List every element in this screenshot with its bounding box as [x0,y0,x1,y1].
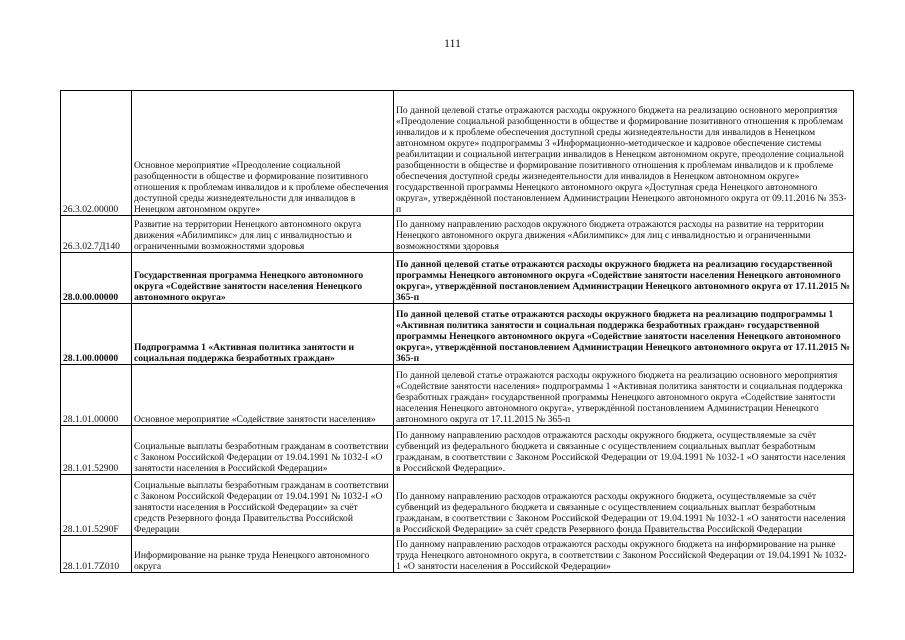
table-row [61,216,854,253]
row-name: Основное мероприятие «Содействие занятости населения» [132,365,394,426]
row-code: 28.0.00.00000 [61,253,132,304]
row-code: 28.1.00.00000 [61,304,132,365]
row-name: Подпрограмма 1 «Активная политика занятости и социальная поддержка безработных граждан» [132,304,394,365]
row-name: Социальные выплаты безработным гражданам в соответствии с Законом Российской Федерации от 19.04.1991 № 1032-I «О занятости населения в Российской Федерации» [132,426,394,475]
row-code: 28.1.01.52900 [61,426,132,475]
row-name: Информирование на рынке труда Ненецкого автономного округа [132,536,394,573]
row-description: По данному направлению расходов окружного бюджета отражаются расходы на развитие на территории Ненецкого автономного округа движения «Абилимпикс» для лиц с инвалидностью и ограниченными возможностями здоровья [394,216,854,253]
table-row [61,91,854,216]
table-row [61,426,854,475]
row-code: 26.3.02.00000 [61,91,132,216]
row-description: По данному направлению расходов отражаются расходы окружного бюджета на информирование на рынке труда Ненецкого автономного округа, в соответствии с Законом Российской Федерации от 19.04.1991 № 1032-1 «О занятости населения в Российской Федерации» [394,536,854,573]
page-number: 111 [443,36,462,50]
table-row [61,304,854,365]
row-code: 28.1.01.5290F [61,475,132,536]
row-name: Государственная программа Ненецкого автономного округа «Содействие занятости населения Ненецкого автономного округа» [132,253,394,304]
table-row [61,536,854,573]
row-description: По данной целевой статье отражаются расходы окружного бюджета на реализацию основного мероприятия «Преодоление социальной разобщенности в обществе и формирование позитивного отношения к проблемам инвалидов и к проблеме обеспечения доступной среды жизнедеятельности для инвалидов в Ненецком автономном округе» подпрограммы 3 «Информационно-методическое и кадровое обеспечение системы реабилитации и социальной интеграции инвалидов в Ненецком автономном округе, преодоление социальной разобщенности в обществе и формирование позитивного отношения к проблемам инвалидов и к проблеме обеспечения доступной среды жизнедеятельности для инвалидов в Ненецком автономном округе» государственной программы Ненецкого автономного округа «Доступная среда Ненецкого автономного округа», утверждённой постановлением Администрации Ненецкого автономного округа от 09.11.2016 № 353-п [394,91,854,216]
row-code: 26.3.02.7Д140 [61,216,132,253]
table-row [61,475,854,536]
row-name: Основное мероприятие «Преодоление социальной разобщенности в обществе и формирование позитивного отношения к проблемам инвалидов и к проблеме обеспечения доступной среды жизнедеятельности для инвалидов в Ненецком автономном округе» [132,91,394,216]
row-name: Развитие на территории Ненецкого автономного округа движения «Абилимпикс» для лиц с инвалидностью и ограниченными возможностями здоровья [132,216,394,253]
row-name: Социальные выплаты безработным гражданам в соответствии с Законом Российской Федерации от 19.04.1991 № 1032-I «О занятости населения в Российской Федерации» за счёт средств Резервного фонда Правительства Российской Федерации [132,475,394,536]
row-code: 28.1.01.00000 [61,365,132,426]
row-description: По данной целевой статье отражаются расходы окружного бюджета на реализацию основного мероприятия «Содействие занятости населения» подпрограммы 1 «Активная политика занятости и социальная поддержка безработных граждан» государственной программы Ненецкого автономного округа «Содействие занятости населения Ненецкого автономного округа», утверждённой постановлением Администрации Ненецкого автономного округа от 17.11.2015 № 365-п [394,365,854,426]
table-row [61,253,854,304]
row-description: По данному направлению расходов отражаются расходы окружного бюджета, осуществляемые за счёт субвенций из федерального бюджета и связанные с осуществлением социальных выплат безработным гражданам, в соответствии с Законом Российской Федерации от 19.04.1991 № 1032-1 «О занятости населения в Российской Федерации». [394,426,854,475]
row-description: По данной целевой статье отражаются расходы окружного бюджета на реализацию государственной программы Ненецкого автономного округа «Содействие занятости населения Ненецкого автономного округа», утверждённой постановлением Администрации Ненецкого автономного округа от 17.11.2015 № 365-п [394,253,854,304]
row-code: 28.1.01.7Z010 [61,536,132,573]
row-description: По данной целевой статье отражаются расходы окружного бюджета на реализацию подпрограммы 1 «Активная политика занятости и социальная поддержка безработных граждан» государственной программы Ненецкого автономного округа «Содействие занятости населения Ненецкого автономного округа», утверждённой постановлением Администрации Ненецкого автономного округа от 17.11.2015 № 365-п [394,304,854,365]
row-description: По данному направлению расходов отражаются расходы окружного бюджета, осуществляемые за счёт субвенций из федерального бюджета и связанные с осуществлением социальных выплат безработным гражданам, в соответствии с Законом Российской Федерации от 19.04.1991 № 1032-1 «О занятости населения в Российской Федерации» за счёт средств Резервного фонда Правительства Российской Федерации [394,475,854,536]
table-row [61,365,854,426]
budget-classification-table [60,90,854,573]
